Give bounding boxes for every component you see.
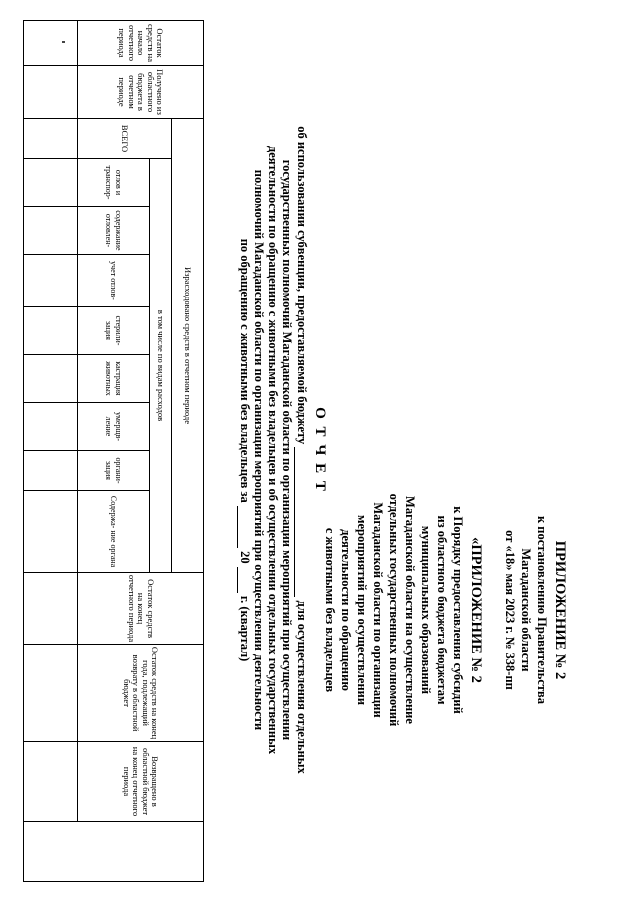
header-sub-euthanasia: умерщв- ление	[78, 403, 150, 451]
header-sub-capture: отлов и транспор-	[78, 159, 150, 207]
header-start-balance: Остаток средств на начало отчетного периода	[78, 21, 204, 66]
report-table	[23, 20, 204, 882]
report-line-5	[237, 20, 252, 880]
table-cell	[24, 403, 78, 451]
decree-line: от «18» мая 2023 г. № 338-пп	[503, 530, 517, 690]
header-received: Получено из областного бюджета в отчетном периоде	[78, 66, 204, 119]
procedure-line: Магаданской области по организации	[371, 502, 385, 718]
decree-line: к постановлению Правительства	[535, 515, 549, 705]
header-including: в том числе по видам расходов	[150, 159, 172, 573]
report-line-1b: для осуществления отдельных	[295, 600, 309, 774]
header-end-balance: Остаток средств на конец отчетного периода	[78, 573, 204, 645]
procedure-line: с животными без владельцев	[323, 527, 337, 693]
year-blank	[237, 567, 252, 593]
header-sub-keeping: содержание отловлен-	[78, 207, 150, 255]
table-cell	[24, 573, 78, 645]
procedure-line: муниципальных образований	[419, 525, 433, 695]
table-cell	[24, 255, 78, 307]
procedure-line: к Порядку предоставления субсидий	[451, 506, 465, 714]
table-cell	[24, 645, 78, 742]
scan-speck	[62, 41, 65, 43]
appendix-title-2: «ПРИЛОЖЕНИЕ № 2	[468, 537, 484, 683]
procedure-line: деятельности по обращению	[339, 529, 353, 691]
side-margin	[24, 822, 204, 882]
report-line-5a: по обращению с животными без владельцев за	[238, 238, 252, 503]
table-cell	[24, 159, 78, 207]
header-spent: Израсходовано средств в отчетном периоде	[172, 119, 204, 573]
header-returned: Возвращено в областной бюджет на конец отчетного периода	[78, 742, 204, 822]
procedure-line: мероприятий при осуществлении	[355, 514, 369, 706]
header-end-return: Остаток средств на конец года, подлежащий возврату в областной бюджет	[78, 645, 204, 742]
report-line-2: государственных полномочий Магаданской области по организации мероприятий при осуществлении	[280, 159, 294, 741]
report-title: О Т Ч Е Т	[312, 407, 328, 493]
header-sub-organization: органи- зация	[78, 451, 150, 491]
appendix-title: ПРИЛОЖЕНИЕ № 2	[552, 540, 568, 680]
table-cell	[24, 742, 78, 822]
procedure-line: отдельных государственных полномочий	[387, 493, 401, 727]
table-cell	[24, 355, 78, 403]
header-sub-sterilization: стерили- зация	[78, 307, 150, 355]
header-sub-castration: кастрация животных	[78, 355, 150, 403]
procedure-line: из областного бюджета бюджетам	[435, 515, 449, 705]
decree-line: Магаданской области	[519, 548, 533, 672]
table-cell	[24, 66, 78, 119]
report-description	[237, 20, 309, 880]
budget-blank	[294, 447, 309, 597]
table-cell	[24, 119, 78, 159]
report-line-1	[294, 20, 309, 880]
procedure-line: Магаданской области на осуществление	[403, 496, 417, 724]
table-cell	[24, 207, 78, 255]
table-row	[24, 21, 78, 882]
period-blank	[237, 506, 252, 548]
table-cell	[24, 491, 78, 573]
report-line-3: деятельности по обращению с животными без владельцев и об осуществлении отдельных государственных	[266, 145, 280, 755]
table-cell	[24, 21, 78, 66]
report-year: 20	[238, 551, 252, 564]
report-line-5b: г. (квартал)	[238, 595, 252, 662]
header-total: ВСЕГО	[78, 119, 172, 159]
header-sub-registration: учет отлов-	[78, 255, 150, 307]
report-line-1a: об использовании субвенции, предоставляемой бюджету	[295, 126, 309, 445]
header-sub-body-maintenance: Содержа- ние органа	[78, 491, 150, 573]
table-cell	[24, 307, 78, 355]
table-cell	[24, 451, 78, 491]
report-line-4: полномочий Магаданской области по организации мероприятий при осуществлении деятельности	[252, 169, 266, 731]
appendix-header	[322, 420, 568, 800]
